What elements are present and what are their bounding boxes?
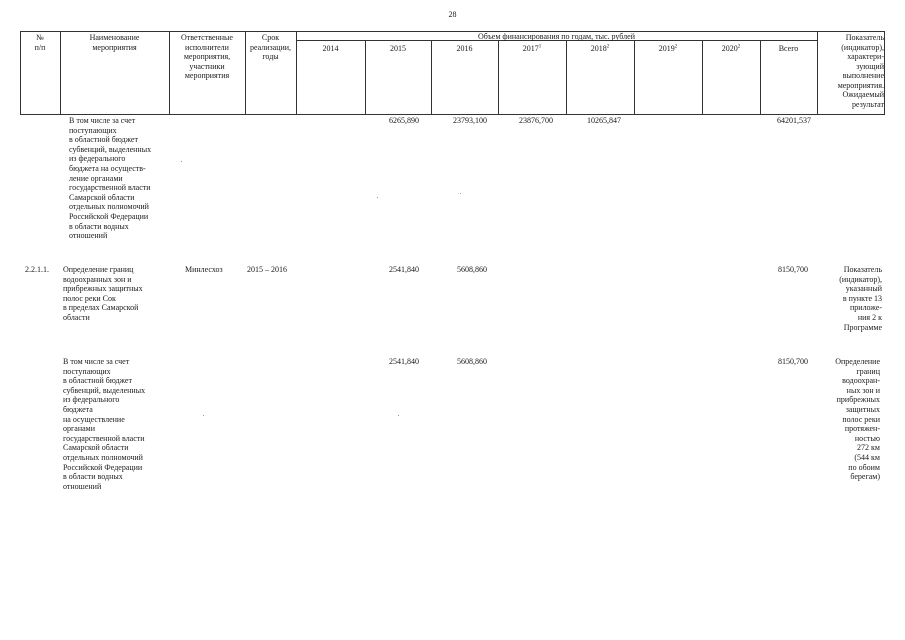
- row2-indicator: Показатель (индикатор), указанный в пункте 13 приложе- ния 2 к Программе: [839, 265, 882, 332]
- header-responsible: Ответственные исполнители мероприятия, участники мероприятия: [181, 33, 233, 80]
- header-year-2020: 2020$^2$: [721, 44, 741, 53]
- row2-2015: 2541,840: [389, 265, 419, 274]
- row2-responsible: Минлесхоз: [185, 265, 223, 274]
- header-total: Всего: [778, 44, 799, 53]
- row1-2017: 23876,700: [519, 116, 553, 125]
- header-no: № п/п: [34, 33, 46, 52]
- row1-2015: 6265,890: [389, 116, 419, 125]
- scan-speck: [377, 197, 378, 198]
- row1-total: 64201,537: [777, 116, 811, 125]
- scan-speck: [203, 415, 204, 416]
- scan-speck: [460, 193, 461, 194]
- row3-indicator: Определение границ водоохран- ных зон и прибрежных защитных полос реки протяжен- ностью 272 км (544 км по обоим берегам): [835, 357, 880, 482]
- header-year-2014: 2014: [322, 44, 339, 53]
- header-term: Срок реализации, годы: [249, 33, 292, 61]
- header-year-2015: 2015: [390, 44, 406, 53]
- header-year-2019: 2019$^2$: [658, 44, 678, 53]
- header-year-2018: 2018$^2$: [590, 44, 610, 53]
- row3-2015: 2541,840: [389, 357, 419, 366]
- scan-speck: [398, 415, 399, 416]
- page-number: 28: [448, 10, 457, 19]
- row1-name: В том числе за счет поступающих в областной бюджет субвенций, выделенных из федерального бюджета на осуществ- ление органами государственной власти Самарской области отдельных полномочий Российской Федерации в области водных отношений: [69, 116, 152, 241]
- header-name: Наименование мероприятия: [89, 33, 140, 52]
- row3-name: В том числе за счет поступающих в областной бюджет субвенций, выделенных из федерального бюджета на осуществление органами государственной власти Самарской области отдельных полномочий Российской Федерации в области водных отношений: [63, 357, 146, 491]
- header-indicator: Показатель (индикатор), характери- зующий выполнение мероприятия. Ожидаемый результат: [837, 33, 884, 109]
- row2-no: 2.2.1.1.: [25, 265, 49, 274]
- header-funding: Объем финансирования по годам, тыс. рублей: [478, 32, 635, 41]
- scan-speck: [181, 161, 182, 162]
- row3-total: 8150,700: [778, 357, 808, 366]
- header-year-2017: 2017$^1$: [522, 44, 542, 53]
- row2-2016: 5608,860: [457, 265, 487, 274]
- row1-2018: 10265,847: [587, 116, 621, 125]
- row2-name: Определение границ водоохранных зон и прибрежных защитных полос реки Сок в пределах Самарской области: [63, 265, 143, 322]
- row1-2016: 23793,100: [453, 116, 487, 125]
- row2-term: 2015 – 2016: [247, 265, 287, 274]
- row3-2016: 5608,860: [457, 357, 487, 366]
- header-year-2016: 2016: [456, 44, 473, 53]
- row2-total: 8150,700: [778, 265, 808, 274]
